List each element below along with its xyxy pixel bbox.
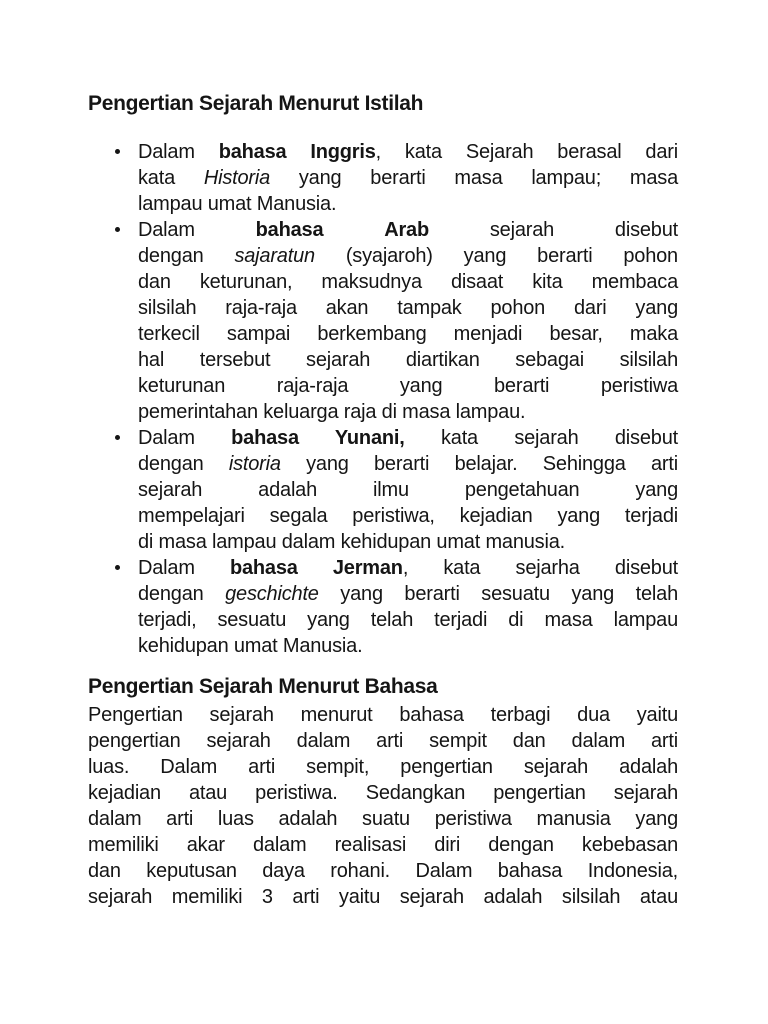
text-line: Dalam bahasa Jerman, kata sejarha disebut — [138, 557, 678, 579]
bullet-text — [138, 139, 678, 217]
text-line: Dalam bahasa Arab sejarah disebut — [138, 219, 678, 241]
paragraph-pengertian-bahasa — [88, 702, 678, 910]
text-line: sejarah adalah ilmu pengetahuan yang — [138, 479, 678, 501]
text-line: mempelajari segala peristiwa, kejadian yang terjadi — [138, 505, 678, 527]
text-line: dan keturunan, maksudnya disaat kita membaca — [138, 271, 678, 293]
text-line: Dalam bahasa Yunani, kata sejarah disebut — [138, 427, 678, 449]
text-line: kehidupan umat Manusia. — [138, 635, 363, 657]
text-line: pemerintahan keluarga raja di masa lampau. — [138, 401, 526, 423]
text-line: memiliki akar dalam realisasi diri dengan kebebasan — [88, 834, 678, 856]
bullet-marker-icon — [115, 435, 120, 440]
bullet-marker-icon — [115, 149, 120, 154]
bullet-text — [138, 425, 678, 555]
text-line: keturunan raja-raja yang berarti peristiwa — [138, 375, 678, 397]
bullet-text — [138, 217, 678, 425]
text-line: Dalam bahasa Inggris, kata Sejarah berasal dari — [138, 141, 678, 163]
definition-bullet-list — [88, 139, 678, 659]
bullet-marker-icon — [115, 227, 120, 232]
text-line: silsilah raja-raja akan tampak pohon dari yang — [138, 297, 678, 319]
text-line: kata Historia yang berarti masa lampau; masa — [138, 167, 678, 189]
text-line: Pengertian sejarah menurut bahasa terbagi dua yaitu — [88, 704, 678, 726]
text-line: dalam arti luas adalah suatu peristiwa manusia yang — [88, 808, 678, 830]
text-line: hal tersebut sejarah diartikan sebagai silsilah — [138, 349, 678, 371]
bullet-item-bahasa-inggris — [138, 139, 678, 217]
text-line: sejarah memiliki 3 arti yaitu sejarah adalah silsilah atau — [88, 886, 678, 908]
bullet-item-bahasa-jerman — [138, 555, 678, 659]
text-line: dengan geschichte yang berarti sesuatu yang telah — [138, 583, 678, 605]
text-line: lampau umat Manusia. — [138, 193, 337, 215]
bullet-item-bahasa-yunani — [138, 425, 678, 555]
text-line: pengertian sejarah dalam arti sempit dan dalam arti — [88, 730, 678, 752]
heading-pengertian-istilah: Pengertian Sejarah Menurut Istilah — [88, 92, 424, 115]
text-line: di masa lampau dalam kehidupan umat manusia. — [138, 531, 566, 553]
text-line: kejadian atau peristiwa. Sedangkan pengertian sejarah — [88, 782, 678, 804]
text-line: dengan sajaratun (syajaroh) yang berarti pohon — [138, 245, 678, 267]
bullet-marker-icon — [115, 565, 120, 570]
text-line: terkecil sampai berkembang menjadi besar, maka — [138, 323, 678, 345]
heading-pengertian-bahasa: Pengertian Sejarah Menurut Bahasa — [88, 675, 438, 698]
bullet-text — [138, 555, 678, 659]
text-line: luas. Dalam arti sempit, pengertian sejarah adalah — [88, 756, 678, 778]
bullet-item-bahasa-arab — [138, 217, 678, 425]
text-line: terjadi, sesuatu yang telah terjadi di masa lampau — [138, 609, 678, 631]
document-body — [88, 91, 678, 910]
text-line: dan keputusan daya rohani. Dalam bahasa Indonesia, — [88, 860, 678, 882]
text-line: dengan istoria yang berarti belajar. Sehingga arti — [138, 453, 678, 475]
